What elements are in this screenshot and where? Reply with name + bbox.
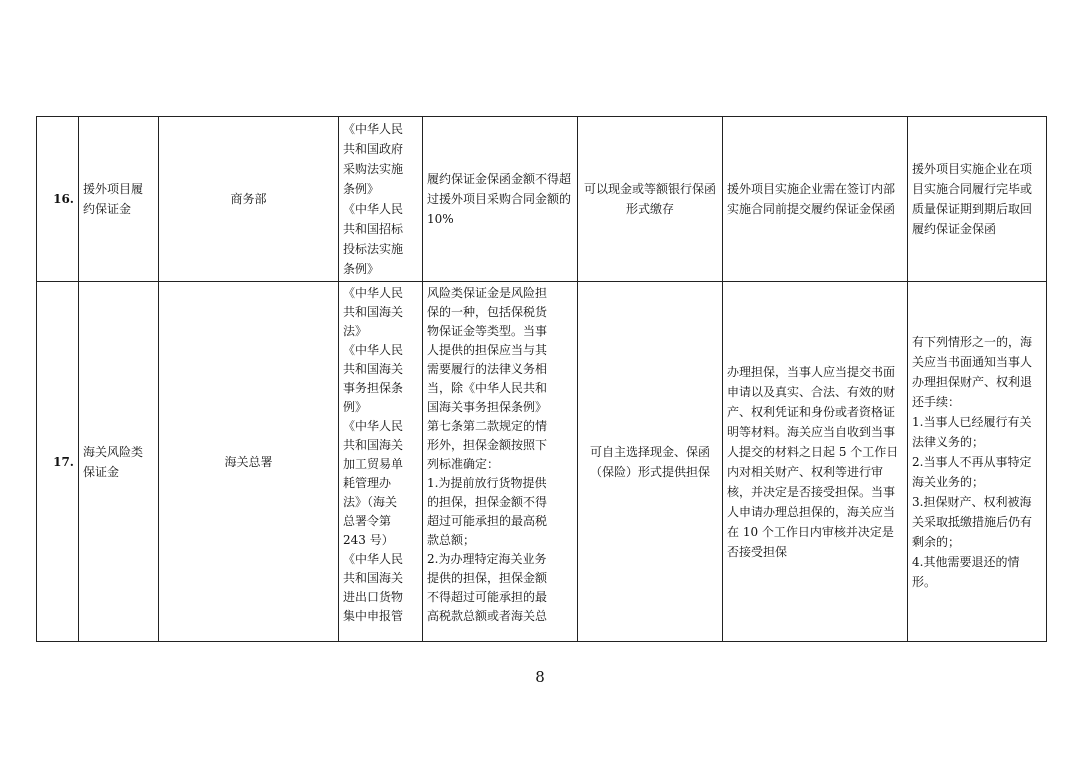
table-row — [37, 117, 1047, 282]
refund-procedure: 有下列情形之一的，海关应当书面通知当事人办理担保财产、权利退还手续： 1.当事人已经履行有关法律义务的； 2.当事人不再从事特定海关业务的； 3.担保财产、权利被海关采取抵缴措施后仍有剩余的； 4.其他需要退还的情形。 — [908, 282, 1047, 642]
department: 商务部 — [159, 117, 339, 282]
table-row — [37, 282, 1047, 642]
refund-procedure: 援外项目实施企业在项目实施合同履行完毕或质量保证期到期后取回履约保证金保函 — [908, 117, 1047, 282]
row-number: 16. — [37, 117, 79, 282]
deposit-table — [36, 116, 1047, 642]
collection-standard: 履约保证金保函金额不得超过援外项目采购合同金额的 10% — [423, 117, 578, 282]
collection-form: 可以现金或等额银行保函形式缴存 — [578, 117, 723, 282]
row-number: 17. — [37, 282, 79, 642]
legal-basis: 《中华人民 共和国政府 采购法实施 条例》 《中华人民 共和国招标 投标法实施 条例》 — [339, 117, 423, 282]
legal-basis: 《中华人民 共和国海关 法》 《中华人民 共和国海关 事务担保条 例》 《中华人民 共和国海关 加工贸易单 耗管理办 法》（海关 总署令第 243 号） 《中华人民 共和国海关 进出口货物 集中申报管 — [339, 282, 423, 642]
deposit-name: 海关风险类 保证金 — [79, 282, 159, 642]
collection-procedure: 办理担保，当事人应当提交书面申请以及真实、合法、有效的财产、权利凭证和身份或者资格证明等材料。海关应当自收到当事人提交的材料之日起 5 个工作日内对相关财产、权利等进行审核，并决定是否接受担保。当事人申请办理总担保的，海关应当在 10 个工作日内审核并决定是否接受担保 — [723, 282, 908, 642]
collection-form: 可自主选择现金、保函（保险）形式提供担保 — [578, 282, 723, 642]
page-number: 8 — [535, 668, 545, 686]
department: 海关总署 — [159, 282, 339, 642]
collection-standard: 风险类保证金是风险担 保的一种，包括保税货 物保证金等类型。当事 人提供的担保应当与其 需要履行的法律义务相 当，除《中华人民共和 国海关事务担保条例》 第七条第二款规定的情 形外，担保金额按照下 列标准确定： 1.为提前放行货物提供 的担保，担保金额不得 超过可能承担的最高税 款总额； 2.为办理特定海关业务 提供的担保，担保金额 不得超过可能承担的最 高税款总额或者海关总 — [423, 282, 578, 642]
collection-procedure: 援外项目实施企业需在签订内部实施合同前提交履约保证金保函 — [723, 117, 908, 282]
deposit-name: 援外项目履 约保证金 — [79, 117, 159, 282]
